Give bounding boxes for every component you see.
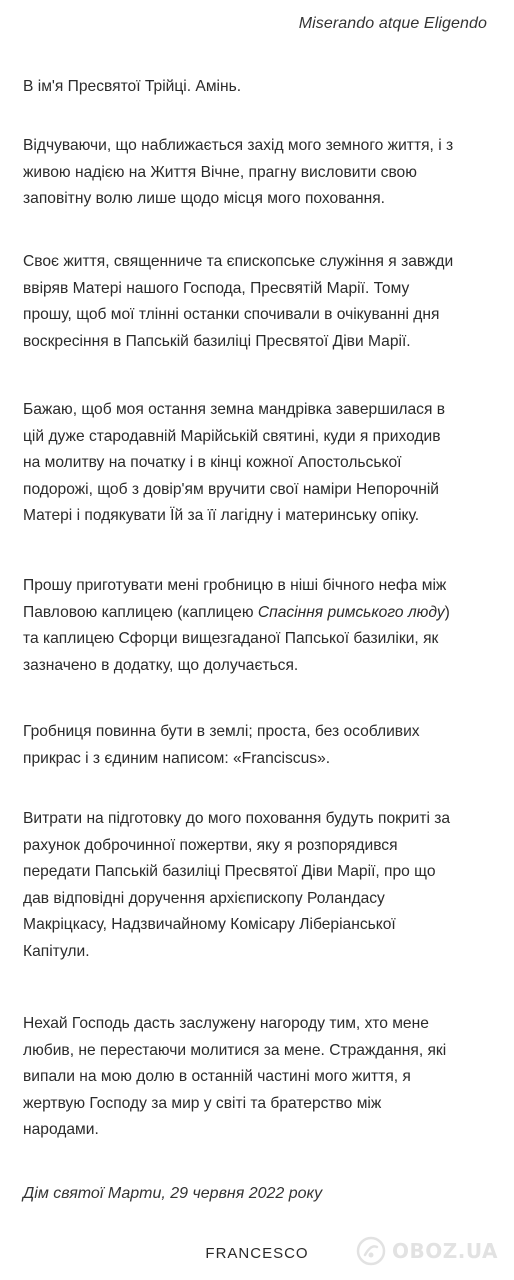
paragraph-line: любив, не перестаючи молитися за мене. Страждання, які xyxy=(23,1041,447,1059)
paragraph-line: передати Папській базиліці Пресвятої Діви Марії, про що xyxy=(23,863,436,880)
paragraph-line-start: Павловою каплицею (каплицею xyxy=(23,603,258,621)
paragraph-line: заповітну волю лише щодо місця мого поховання. xyxy=(23,190,385,207)
watermark xyxy=(356,1236,498,1266)
paragraph-line: Бажаю, щоб моя остання земна мандрівка завершилася в xyxy=(23,401,446,418)
paragraph-intro xyxy=(23,133,491,213)
paragraph-line: на молитву на початку і в кінці кожної Апостольської xyxy=(23,454,402,471)
paragraph-line: Макрiцкасу, Надзвичайному Комісару Ліберіанської xyxy=(23,916,396,933)
paragraph-line: дав відповідні доручення архієпископу Роландасу xyxy=(23,889,385,907)
italic-phrase: Спасіння римського люду xyxy=(257,603,445,621)
motto: Miserando atque Eligendo xyxy=(298,15,487,32)
paragraph-line: воскресіння в Папській базиліці Пресвятої Діви Марії. xyxy=(23,332,411,350)
paragraph-line: зазначено в додатку, що долучається. xyxy=(23,656,299,674)
paragraph-line: ввіряв Матері нашого Господа, Пресвятій Марії. Тому xyxy=(23,279,410,297)
paragraph-expenses xyxy=(23,806,491,965)
paragraph-line: подорожі, щоб з довір'ям вручити свої наміри Непорочній xyxy=(23,480,440,498)
paragraph-journey xyxy=(23,397,491,530)
watermark-text: OBOZ.UA xyxy=(392,1239,498,1263)
oboz-logo-icon xyxy=(356,1236,386,1266)
paragraph-line: прошу, щоб мої тлінні останки спочивали в очікуванні дня xyxy=(23,306,440,323)
paragraph-line-end: ) xyxy=(444,603,450,621)
paragraph-mary xyxy=(23,249,491,355)
paragraph-line: Витрати на підготовку до мого поховання будуть покриті за xyxy=(23,810,451,827)
paragraph-invocation xyxy=(23,74,491,101)
paragraph-line: Матері і подякувати Їй за її лагідну і материнську опіку. xyxy=(23,507,420,524)
paragraph-line: народами. xyxy=(23,1121,99,1138)
paragraph-line: випали на мою долю в останній частині мого життя, я xyxy=(23,1068,411,1085)
date-line: Дім святої Марти, 29 червня 2022 року xyxy=(23,1185,323,1202)
paragraph-tomb-design xyxy=(23,719,491,772)
paragraph-blessing xyxy=(23,1011,491,1144)
paragraph-line: Нехай Господь дасть заслужену нагороду тим, хто мене xyxy=(23,1015,429,1032)
paragraph-line: прикрас і з єдиним написом: «Franciscus». xyxy=(23,749,331,767)
paragraph-line: Прошу приготувати мені гробницю в ніші бічного нефа між xyxy=(23,577,447,594)
paragraph-line: Капітули. xyxy=(23,942,90,960)
paragraph-line: цій дуже стародавній Марійській святині, куди я приходив xyxy=(23,427,441,445)
paragraph-line: живою надією на Життя Вічне, прагну висловити свою xyxy=(23,163,417,181)
signature: FRANCESCO xyxy=(205,1245,309,1262)
paragraph-line: Відчуваючи, що наближається захід мого земного життя, і з xyxy=(23,137,454,154)
paragraph-line xyxy=(23,600,491,627)
paragraph-line: жертвую Господу за мир у світі та братерство між xyxy=(23,1094,382,1112)
paragraph-line: рахунок доброчинної пожертви, яку я розпорядився xyxy=(23,836,398,854)
paragraph-tomb-location xyxy=(23,573,491,679)
paragraph-line: Своє життя, священниче та єпископське служіння я завжди xyxy=(23,253,454,270)
paragraph-line: В ім'я Пресвятої Трійці. Амінь. xyxy=(23,78,242,95)
paragraph-line: Гробниця повинна бути в землі; проста, без особливих xyxy=(23,723,420,740)
paragraph-line: та каплицею Сфорци вищезгаданої Папської базиліки, як xyxy=(23,630,439,647)
